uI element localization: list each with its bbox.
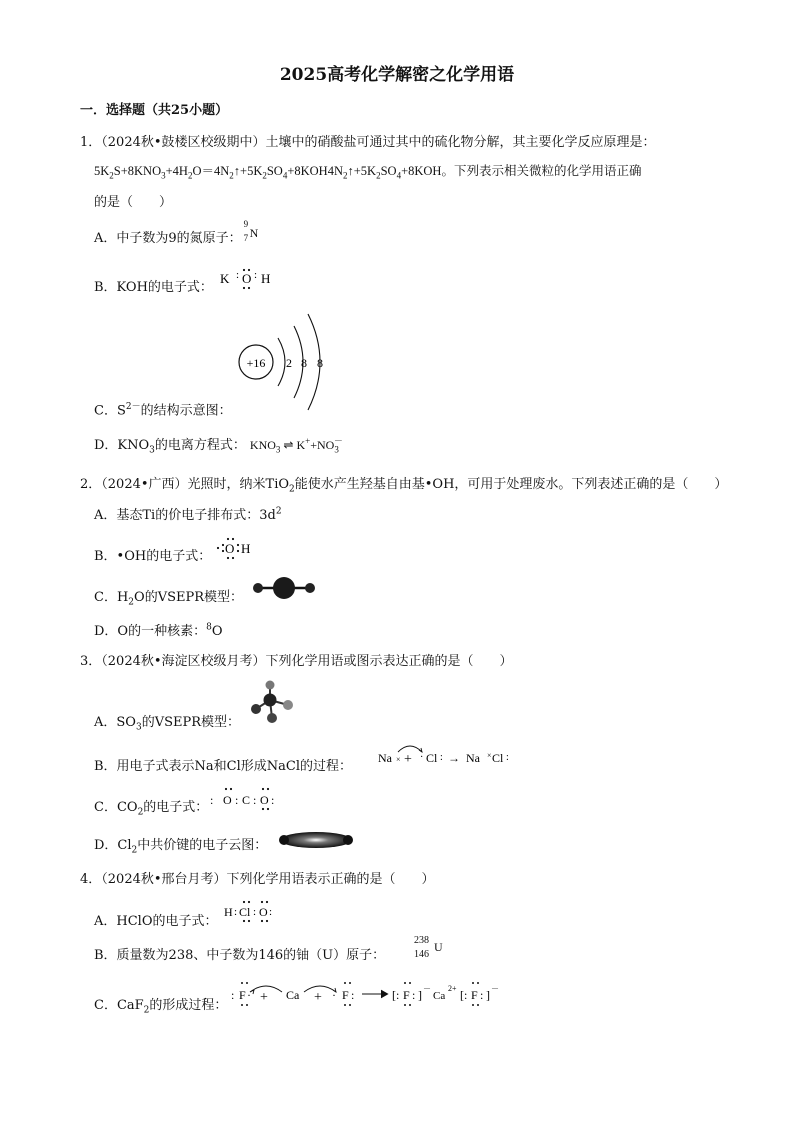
svg-text:Na: Na: [378, 751, 392, 765]
q1-option-b-label: B．KOH的电子式：: [94, 280, 213, 295]
q1-stem-end: 的是（ ）: [94, 195, 173, 210]
svg-text:·: ·: [332, 988, 336, 1002]
svg-text:Ca: Ca: [433, 990, 446, 1002]
svg-text:→: →: [448, 751, 460, 765]
q2-option-c: C．$H_2O$的VSEPR模型：: [94, 590, 244, 608]
q3-option-b: B．用电子式表示Na和Cl形成NaCl的过程：: [94, 759, 353, 774]
svg-text::: :: [236, 269, 240, 281]
q4-stem: 4．（2024秋•邢台月考）下列化学用语表示正确的是（ ）: [80, 872, 435, 887]
svg-text:Cl: Cl: [426, 751, 438, 765]
svg-text:－: －: [491, 984, 499, 993]
svg-text:F: F: [342, 988, 349, 1002]
shell-2-count: 8: [301, 356, 307, 370]
q1-option-a: [94, 219, 262, 246]
kno3-ionization-equation: $KNO_3$ ⇌ $K^++NO_3^-$: [249, 436, 343, 455]
svg-text:+: +: [404, 752, 412, 767]
shell-3-count: 8: [317, 356, 323, 370]
q2-option-b: B．•OH的电子式：: [94, 549, 212, 564]
so3-vsepr-model: [246, 678, 302, 726]
svg-text::: :: [269, 906, 273, 918]
svg-text:O: O: [225, 541, 235, 556]
q4-option-c: C．CaF$_2$的形成过程：: [94, 998, 228, 1016]
svg-text::: :: [234, 906, 238, 918]
svg-text:F: F: [239, 988, 246, 1002]
svg-text:F: F: [403, 988, 410, 1002]
svg-text:+: +: [314, 990, 322, 1005]
q1-stem: 1．（2024秋•鼓楼区校级期中）土壤中的硝酸盐可通过其中的硫化物分解，其主要化学反应原理是：: [80, 135, 656, 150]
svg-text:F: F: [471, 988, 478, 1002]
svg-text:C: C: [242, 793, 251, 807]
caf2-formation-process: [228, 978, 518, 1012]
svg-text:]: ]: [418, 988, 422, 1002]
svg-text::: :: [271, 793, 275, 807]
svg-text:H: H: [241, 541, 251, 556]
svg-text::: :: [440, 752, 443, 763]
q1-option-b: [94, 276, 213, 295]
cl2-electron-cloud-image: [276, 828, 356, 852]
svg-text:O: O: [260, 793, 269, 807]
svg-text:Cl: Cl: [239, 905, 251, 919]
water-vsepr-model: [250, 575, 320, 601]
svg-text::: :: [253, 793, 257, 807]
svg-text:·: ·: [420, 752, 424, 763]
svg-text::: :: [396, 988, 400, 1002]
section-heading: 一．选择题（共25小题）: [80, 103, 229, 118]
hydroxyl-radical-electron-formula: [214, 535, 254, 561]
koh-electron-formula: [216, 266, 276, 292]
svg-text:[: [: [460, 988, 464, 1002]
svg-text:·: ·: [247, 988, 251, 1002]
svg-text:×: ×: [487, 751, 492, 760]
svg-text:O: O: [223, 793, 232, 807]
svg-text:H: H: [261, 271, 271, 286]
nucleus-charge: +16: [246, 356, 266, 370]
svg-text:2+: 2+: [448, 984, 457, 993]
sulfide-ion-structure-diagram: [232, 302, 332, 420]
svg-text:]: ]: [486, 988, 490, 1002]
svg-text::: :: [231, 988, 235, 1002]
co2-electron-formula: [208, 785, 278, 813]
svg-text:×: ×: [396, 755, 401, 764]
q3-stem: 3．（2024秋•海淀区校级月考）下列化学用语或图示表达正确的是（ ）: [80, 654, 513, 669]
svg-text:Na: Na: [466, 751, 480, 765]
svg-text::: :: [506, 752, 509, 763]
nacl-formation-process: [376, 738, 516, 772]
svg-text::: :: [235, 793, 239, 807]
svg-text::: :: [254, 269, 258, 281]
q3-option-a: A．$SO_3$的VSEPR模型：: [94, 715, 241, 733]
q2-stem: 2．（2024•广西）光照时，纳米TiO$_2$能使水产生羟基自由基•OH，可用于处理废水。下列表述正确的是（ ）: [80, 477, 728, 495]
q2-option-a: A．基态Ti的价电子排布式：$3d^2$: [94, 506, 282, 523]
uranium-nuclide: 238 146 U: [414, 935, 443, 960]
svg-text:O: O: [259, 905, 268, 919]
svg-text::: :: [480, 988, 484, 1002]
q3-option-d: D．$Cl_2$中共价键的电子云图：: [94, 838, 268, 856]
svg-text:+: +: [260, 990, 268, 1005]
page-title: 2025高考化学解密之化学用语: [279, 65, 515, 85]
svg-text:K: K: [220, 271, 230, 286]
q3-option-c: C．$CO_2$的电子式：: [94, 800, 209, 818]
svg-text:－: －: [423, 984, 431, 993]
q2-option-d: D．O的一种核素：$^8$O: [94, 622, 223, 639]
svg-text:H: H: [224, 905, 233, 919]
q4-option-b: B．质量数为238、中子数为146的铀（U）原子：: [94, 948, 386, 963]
svg-text::: :: [351, 988, 355, 1002]
svg-text::: :: [210, 793, 214, 807]
svg-text:[: [: [392, 988, 396, 1002]
q1-eq-tail: 。下列表示相关微粒的化学用语正确: [441, 164, 642, 178]
svg-text::: :: [412, 988, 416, 1002]
nitrogen-nuclide: 9 7 N: [243, 219, 259, 243]
shell-1-count: 2: [286, 356, 292, 370]
svg-text::: :: [464, 988, 468, 1002]
hclo-electron-formula: [222, 897, 282, 925]
svg-text:Cl: Cl: [492, 751, 504, 765]
q1-option-c: C．$S^{2-}$的结构示意图：: [94, 402, 232, 419]
svg-text:O: O: [242, 271, 252, 286]
q1-equation: $5K_2S+8KNO_3+4H_2O=4N_2↑+5K_2SO_4+8KOH4N_2↑+5K_2SO_4+8KOH$。下列表示相关微粒的化学用语正确: [94, 164, 642, 181]
svg-text::: :: [253, 906, 257, 918]
q1-option-a-label: A．中子数为9的氮原子：: [94, 231, 242, 246]
q1-option-d: D．$KNO_3$的电离方程式： $KNO_3$ ⇌ $K^++NO_3^-$: [94, 436, 343, 456]
q4-option-a: A．HClO的电子式：: [94, 914, 218, 929]
svg-text:Ca: Ca: [286, 988, 300, 1002]
